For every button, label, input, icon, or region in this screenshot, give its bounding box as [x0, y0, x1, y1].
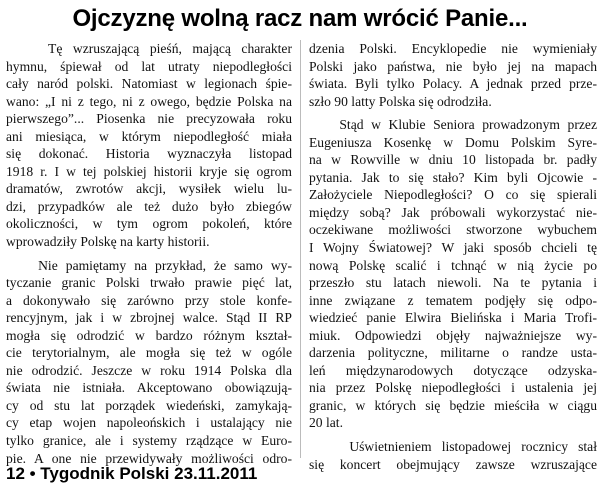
text-line: hymnu, śpiewał od lat utraty niepodległości — [6, 58, 292, 74]
article-column-right — [309, 40, 597, 473]
text-line: wano: „I ni z tego, ni z owego, będzie Polska na — [6, 93, 292, 109]
article-headline: Ojczyznę wolną racz nam wrócić Panie... — [72, 5, 528, 32]
text-line: I Wojny Światowej? W jaki sposób chcieli tę — [309, 240, 597, 256]
text-line: inne związane z tematem podjęły się odpo- — [309, 292, 597, 308]
text-line: na w Rowville w dniu 10 listopada br. padły — [309, 152, 597, 168]
text-line: Tę wzruszającą pieśń, mającą charakter — [6, 41, 292, 56]
text-line: się koncert obejmujący zawsze wzruszające — [309, 456, 597, 472]
text-line: granic, w których się będzie mieściła w ciągu — [309, 397, 597, 413]
text-line: świata. Byli tylko Polacy. A jednak przed prze- — [309, 76, 597, 92]
text-line: Założyciele Niepodległości? O co się spierali — [309, 187, 597, 203]
text-line: rencyjnym, jak i w zbrojnej walce. Stąd II RP — [6, 310, 292, 326]
text-line: dramatów, zwrotów akcji, wysiłek wielu lu- — [6, 181, 292, 197]
text-line: Polski jako państwa, nie było jej na mapach — [309, 58, 597, 74]
text-line: cały naród polski. Natomiast w legionach śpie- — [6, 76, 292, 92]
text-line: przeszło stu latach niewoli. Na te pytania i — [309, 275, 597, 291]
text-line: wprowadziły Polskę na karty historii. — [6, 234, 210, 250]
text-line: ani miesiąca, w którym niepodległość miała — [6, 128, 292, 144]
text-line: się dokonać. Historia wyznaczyła listopad — [6, 146, 292, 162]
text-line: darzenia polityczne, militarne o randze usta- — [309, 345, 597, 361]
text-line: leń międzynarodowych dotyczące odzyska- — [309, 362, 597, 378]
text-line: wiedzieć panie Elwira Bielińska i Maria Trofi- — [309, 310, 597, 326]
text-line: cie terytorialnym, ale mogła się też w ogóle — [6, 345, 292, 361]
text-line: a dokonywało się zarówno przy stole konfe- — [6, 292, 292, 308]
text-line: tyczanie granic Polski trwało prawie pięć lat, — [6, 275, 292, 291]
text-line: między sobą? Jak próbowali wykorzystać nie- — [309, 204, 597, 220]
text-line: tylko granice, ale i systemy rządzące w Euro- — [6, 433, 292, 449]
page-footer: 12 • Tygodnik Polski 23.11.2011 — [6, 464, 258, 483]
text-line: mogła się odrodzić w bardzo różnym kształ- — [6, 327, 292, 343]
text-line: nową Polskę scalić i tchnąć w nią życie po — [309, 257, 597, 273]
text-line: nia przez Polskę niepodległości i ustalenia jej — [309, 380, 597, 396]
text-line: cy od stu lat porządek wiedeński, zamykają- — [6, 397, 292, 413]
column-divider — [300, 40, 301, 458]
text-line: 20 lat. — [309, 415, 343, 431]
text-line: Nie pamiętamy na przykład, że samo wy- — [6, 257, 292, 273]
article-column-left — [6, 40, 292, 467]
text-line: pierwszego”... Piosenka nie precyzowała roku — [6, 111, 292, 127]
text-line: okoliczności, w tym ogrom pokoleń, które — [6, 216, 292, 232]
text-line: 1918 r. I w tej polskiej historii kryje się ogrom — [6, 163, 292, 179]
text-line: cy etap wojen napoleońskich i ustalający nie — [6, 415, 292, 431]
text-line: dzenia Polski. Encyklopedie nie wymieniały — [309, 41, 597, 56]
text-line: pytania. Jak to się stało? Kim byli Ojcowie - — [309, 169, 597, 185]
text-line: oczekiwane możliwości stworzone wybuchem — [309, 222, 597, 238]
text-line: nie odrodzić. Jeszcze w roku 1914 Polska dla — [6, 362, 292, 378]
text-line: miuk. Odpowiedzi objęły najważniejsze wy- — [309, 327, 597, 343]
text-line: Eugeniusza Kosenkę w Domu Polskim Syre- — [309, 134, 597, 150]
text-line: pie. A one nie przewidywały możliwości odro- — [6, 450, 292, 466]
text-line: dzi, przypadków ale też dużo było zbiegów — [6, 198, 292, 214]
text-line: szło 90 latty Polska się odrodziła. — [309, 93, 492, 109]
text-line: Uświetnieniem listopadowej rocznicy stał — [309, 439, 597, 455]
text-line: Stąd w Klubie Seniora prowadzonym przez — [309, 117, 597, 133]
text-line: świata nie istniała. Akceptowano obowiązują- — [6, 380, 292, 396]
